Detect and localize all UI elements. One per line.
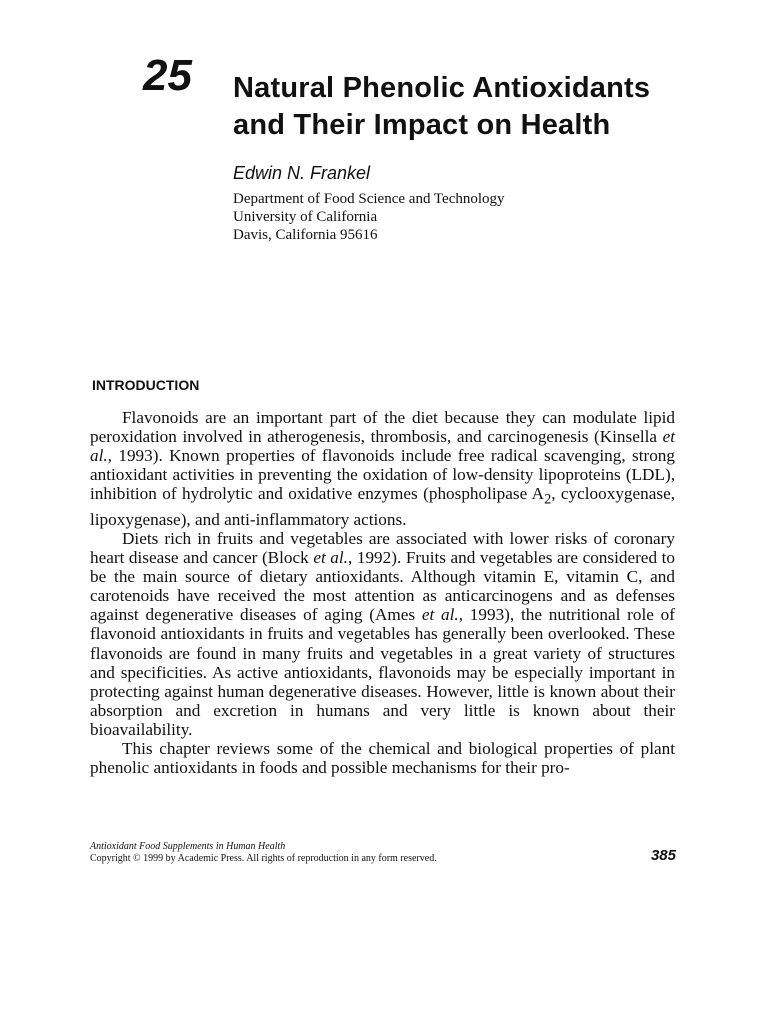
affiliation-department: Department of Food Science and Technology (233, 191, 505, 207)
chapter-title (233, 70, 733, 144)
paragraph-1 (90, 408, 675, 529)
affiliation-location: Davis, California 95616 (233, 227, 378, 243)
p1-et-al: et al. (90, 427, 675, 466)
p3-text-a: This chapter reviews some of the chemical and biological properties of plant phenolic antioxidants in foods and possible mechanisms for their pro- (90, 739, 675, 778)
author-affiliation (233, 190, 633, 244)
p2-et-al-1: et al. (313, 548, 348, 568)
p1-text-b: , 1993). Known properties of flavonoids include free radical scavenging, strong antioxidant activities in preventing the oxidation of low-density lipoproteins (LDL), inhibition of hydrolytic and oxidative enzymes (phospholipase A (90, 446, 675, 504)
p1-text-c: , cyclooxygenase, lipoxygenase), and anti-inflammatory actions. (90, 484, 675, 529)
paragraph-2 (90, 529, 675, 739)
chapter-number: 25 (143, 51, 192, 100)
section-heading-introduction: INTRODUCTION (92, 377, 200, 393)
paragraph-3 (90, 739, 675, 777)
p1-text-a: Flavonoids are an important part of the diet because they can modulate lipid peroxidation involved in atherogenesis, thrombosis, and carcinogenesis (Kinsella (90, 408, 675, 447)
affiliation-university: University of California (233, 209, 378, 225)
chapter-title-line-2: and Their Impact on Health (233, 109, 611, 141)
author-name: Edwin N. Frankel (233, 163, 371, 183)
p2-text-b: , 1992). Fruits and vegetables are considered to be the main source of dietary antioxidants. Although vitamin E, vitamin C, and carotenoids have received the most attention as anticarcinogens and as defenses against degenerative diseases of aging (Ames (90, 548, 675, 625)
body-text (90, 408, 675, 777)
p2-text-c: , 1993), the nutritional role of flavonoid antioxidants in fruits and vegetables has generally been overlooked. These flavonoids are found in many fruits and vegetables in a great variety of structures and specificities. As active antioxidants, flavonoids may be especially important in protecting against human degenerative diseases. However, little is known about their absorption and excretion in humans and very little is known about their bioavailability. (90, 605, 675, 739)
chapter-title-line-1: Natural Phenolic Antioxidants (233, 72, 651, 104)
footer-copyright: Copyright © 1999 by Academic Press. All rights of reproduction in any form reserved. (90, 853, 437, 864)
p1-subscript: 2 (544, 491, 552, 508)
p2-et-al-2: et al. (421, 605, 459, 625)
p2-text-a: Diets rich in fruits and vegetables are associated with lower risks of coronary heart disease and cancer (Block (90, 529, 675, 568)
footer-book-title: Antioxidant Food Supplements in Human Health (90, 841, 286, 852)
page-number: 385 (650, 847, 676, 864)
